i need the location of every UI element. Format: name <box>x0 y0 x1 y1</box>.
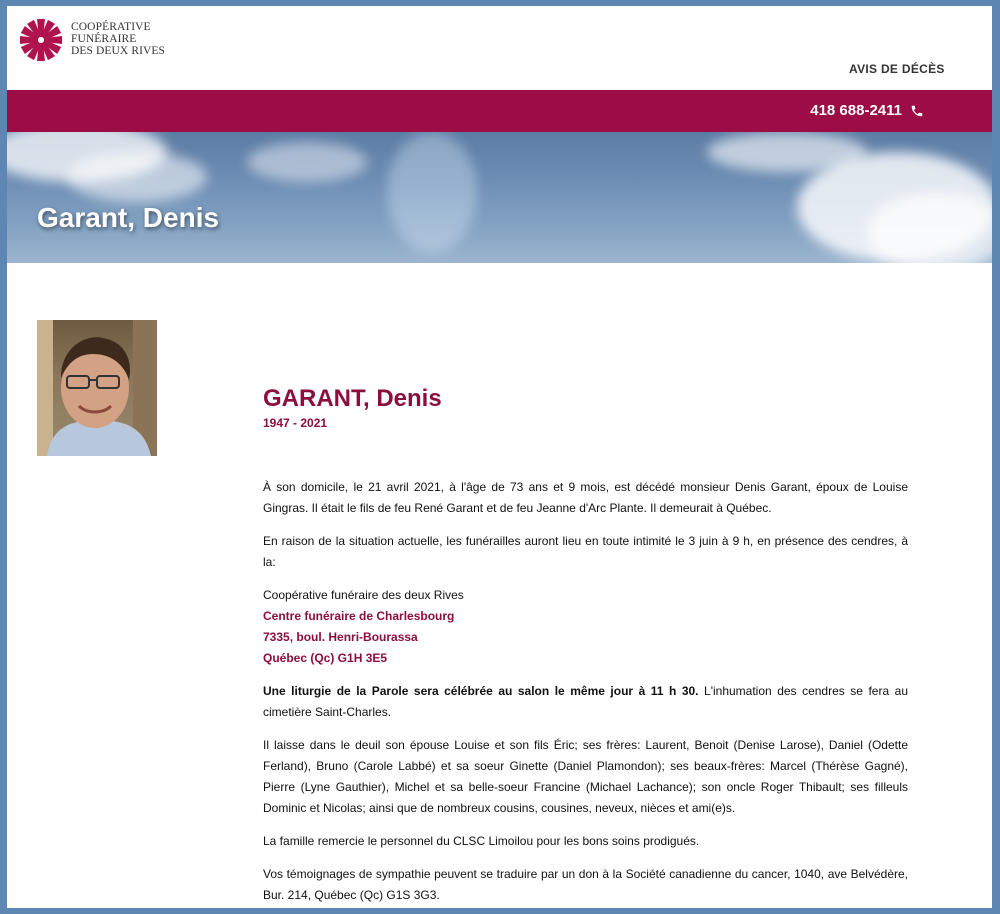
obituary-content <box>263 384 908 908</box>
deceased-photo <box>37 320 157 456</box>
phone-number: 418 688-2411 <box>810 102 902 119</box>
obituary-paragraph-3 <box>263 681 908 723</box>
obituary-paragraph-1: À son domicile, le 21 avril 2021, à l'âge de 73 ans et 9 mois, est décédé monsieur Denis Garant, époux de Louise Gingras. Il était le fils de feu René Garant et de feu Jeanne d'Arc Plante. Il demeurait à Québec. <box>263 480 908 515</box>
page-title: Garant, Denis <box>37 202 220 233</box>
obituary-paragraph-5: La famille remercie le personnel du CLSC Limoilou pour les bons soins prodigués. <box>263 834 700 848</box>
obituary-paragraph-6: Vos témoignages de sympathie peuvent se traduire par un don à la Société canadienne du cancer, 1040, ave Belvédère, Bur. 214, Québec (Qc) G1S 3G3. <box>263 867 908 902</box>
address-street: 7335, boul. Henri-Bourassa <box>263 630 418 644</box>
phone-link[interactable] <box>810 102 924 119</box>
obituary-paragraph-4: Il laisse dans le deuil son épouse Louise et son fils Éric; ses frères: Laurent, Benoit (Denise Larose), Daniel (Odette Ferland), Bruno (Carole Labbé) et sa soeur Ginette (Daniel Plamondon); ses beaux-frères: Marcel (Thérèse Gagné), Pierre (Lyne Gauthier), Michel et sa belle-soeur Francine (Michael Lachance); son oncle Roger Thibault; ses filleuls Dominic et Nicolas; ainsi que de nombreux cousins, cousines, neveux, nièces et ami(e)s. <box>263 738 908 815</box>
life-years: 1947 - 2021 <box>263 416 328 430</box>
phone-bar <box>7 90 992 132</box>
address-center: Centre funéraire de Charlesbourg <box>263 609 455 623</box>
address-organization: Coopérative funéraire des deux Rives <box>263 588 464 602</box>
deceased-name: GARANT, Denis <box>263 385 442 412</box>
logo-line-3: DES DEUX RIVES <box>71 45 166 57</box>
sunburst-logo-icon <box>19 18 63 62</box>
nav-obituaries-link[interactable]: AVIS DE DÉCÈS <box>849 62 945 76</box>
phone-icon <box>910 104 924 118</box>
logo-line-2: FUNÉRAIRE <box>71 33 137 45</box>
burial-info: L'inhumation des cendres se fera au cimetière Saint-Charles. <box>263 684 908 719</box>
hero-banner <box>7 132 992 263</box>
page <box>7 6 992 908</box>
site-logo[interactable] <box>19 18 165 62</box>
liturgy-announcement: Une liturgie de la Parole sera célébrée au salon le même jour à 11 h 30. <box>263 684 699 698</box>
logo-line-1: COOPÉRATIVE <box>71 21 151 33</box>
address-city: Québec (Qc) G1H 3E5 <box>263 651 388 665</box>
logo-text <box>71 21 165 57</box>
obituary-paragraph-2: En raison de la situation actuelle, les funérailles auront lieu en toute intimité le 3 juin à 9 h, en présence des cendres, à la: <box>263 534 908 569</box>
funeral-address <box>263 585 908 669</box>
obituary-text <box>263 477 908 906</box>
